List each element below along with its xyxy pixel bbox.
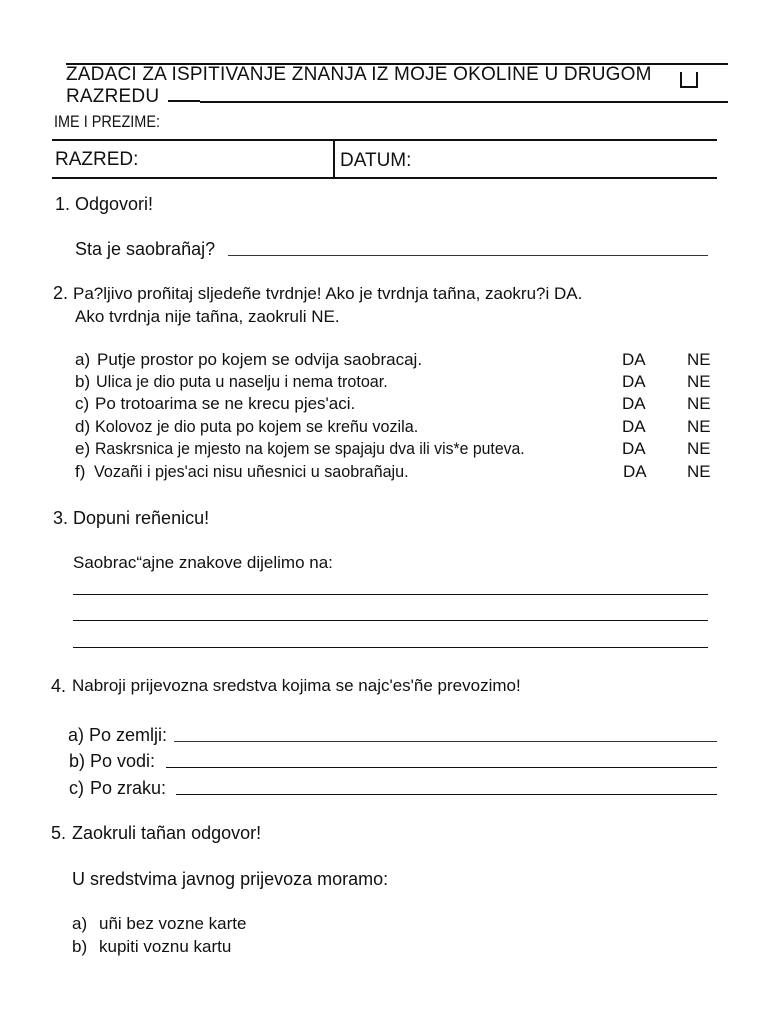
q2-item-d-no[interactable]: NE — [687, 417, 711, 436]
q4-land-answer-line[interactable] — [174, 741, 717, 742]
q2-item-f-yes[interactable]: DA — [623, 462, 647, 481]
q2-instruction-line1: Pa?ljivo proñitaj sljedeñe tvrdnje! Ako je tvrdnja tañna, zaokru?i DA. — [73, 284, 583, 303]
q3-instruction: Dopuni reñenicu! — [73, 508, 210, 528]
q2-item-d-letter: d) — [75, 417, 91, 436]
q1-answer-line[interactable] — [228, 255, 708, 256]
q4-instruction: Nabroji prijevozna sredstva kojima se najc'es'ñe prevozimo! — [72, 676, 521, 695]
date-label: DATUM: — [340, 150, 412, 171]
q3-prompt: Saobrac“ajne znakove dijelimo na: — [73, 553, 333, 572]
q2-item-f-no[interactable]: NE — [687, 462, 711, 481]
info-table-divider — [333, 141, 335, 178]
date-field[interactable] — [425, 145, 715, 175]
q2-item-e-no[interactable]: NE — [687, 439, 711, 458]
q2-item-e-letter: e) — [75, 439, 91, 458]
q2-item-d-text: Kolovoz je dio puta po kojem se kreñu vozila. — [95, 417, 419, 436]
q4-item-c-letter: c) — [69, 778, 84, 798]
q4-item-a-letter: a) — [68, 725, 85, 745]
q5-number: 5. — [51, 823, 67, 843]
q1-number: 1. — [55, 194, 71, 214]
q4-item-c-label: Po zraku: — [90, 778, 167, 798]
worksheet-title-line1: ZADACI ZA ISPITIVANJE ZNANJA IZ MOJE OKOLINE U DRUGOM — [66, 64, 652, 85]
q2-number: 2. — [53, 283, 69, 303]
q4-air-answer-line[interactable] — [176, 794, 717, 795]
q2-item-b-yes[interactable]: DA — [622, 372, 646, 391]
q2-item-b-text: Ulica je dio puta u naselju i nema trotoar. — [96, 372, 388, 391]
q2-item-a-text: Putje prostor po kojem se odvija saobracaj. — [97, 350, 423, 369]
q5-prompt: U sredstvima javnog prijevoza moramo: — [72, 869, 389, 889]
q3-answer-line-1[interactable] — [73, 594, 708, 595]
info-table-bottom-rule — [52, 177, 717, 179]
title-box-mark — [680, 72, 698, 88]
class-label: RAZRED: — [55, 149, 139, 170]
q3-number: 3. — [53, 508, 69, 528]
q3-answer-line-3[interactable] — [73, 647, 708, 648]
q3-answer-line-2[interactable] — [73, 620, 708, 621]
q5-option-a-letter[interactable]: a) — [72, 914, 88, 933]
title-underline-long — [200, 101, 728, 103]
q2-item-e-text: Raskrsnica je mjesto na kojem se spajaju dva ili vis*e puteva. — [95, 439, 525, 458]
q2-item-f-text: Vozañi i pjes'aci nisu uñesnici u saobrañaju. — [94, 462, 409, 481]
q4-item-b-letter: b) — [69, 751, 86, 771]
q2-item-b-no[interactable]: NE — [687, 372, 711, 391]
q2-item-a-letter: a) — [75, 350, 91, 369]
q4-item-b-label: Po vodi: — [90, 751, 156, 771]
q2-item-a-yes[interactable]: DA — [622, 350, 646, 369]
worksheet-title-line2: RAZREDU — [66, 86, 160, 107]
q5-option-a-text[interactable]: uñi bez vozne karte — [99, 914, 247, 933]
q2-item-b-letter: b) — [75, 372, 91, 391]
name-label: IME I PREZIME: — [54, 112, 160, 131]
q2-item-e-yes[interactable]: DA — [622, 439, 646, 458]
q5-option-b-text[interactable]: kupiti voznu kartu — [99, 937, 232, 956]
q2-item-c-yes[interactable]: DA — [622, 394, 646, 413]
q2-item-c-no[interactable]: NE — [687, 394, 711, 413]
q1-question: Sta je saobrañaj? — [75, 239, 216, 259]
q2-instruction-line2: Ako tvrdnja nije tañna, zaokruli NE. — [75, 307, 340, 326]
title-underline-short — [168, 100, 200, 102]
q2-item-d-yes[interactable]: DA — [622, 417, 646, 436]
q4-water-answer-line[interactable] — [166, 767, 717, 768]
q4-item-a-label: Po zemlji: — [89, 725, 168, 745]
q2-item-c-text: Po trotoarima se ne krecu pjes'aci. — [95, 394, 356, 413]
class-field[interactable] — [150, 145, 330, 175]
info-table-top-rule — [52, 139, 717, 141]
q2-item-f-letter: f) — [75, 462, 86, 481]
q2-item-c-letter: c) — [75, 394, 90, 413]
q2-item-a-no[interactable]: NE — [687, 350, 711, 369]
q5-option-b-letter[interactable]: b) — [72, 937, 88, 956]
q4-number: 4. — [51, 676, 67, 696]
q5-instruction: Zaokruli tañan odgovor! — [72, 823, 262, 843]
q1-instruction: Odgovori! — [75, 194, 154, 214]
